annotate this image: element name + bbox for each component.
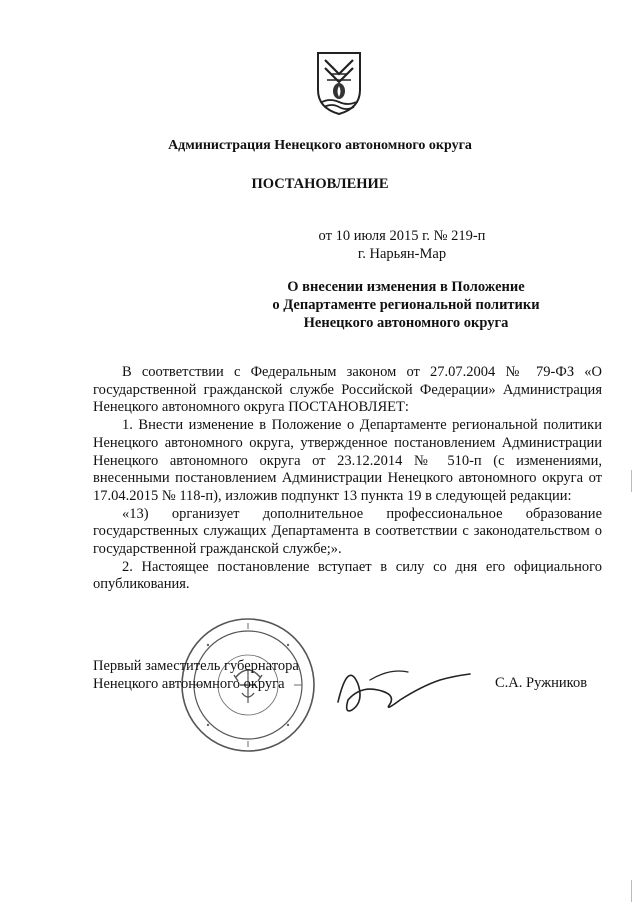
- body-paragraph: 2. Настоящее постановление вступает в силу со дня его официального опубликования.: [93, 558, 602, 593]
- subject-line-2: о Департаменте региональной политики: [272, 297, 540, 313]
- body-paragraph: В соответствии с Федеральным законом от 27.07.2004 № 79-ФЗ «О государственной гражданской службе Российской Федерации» Администрация Ненецкого автономного округа ПОСТАНОВЛЯЕТ:: [93, 364, 602, 416]
- subject-line-1: О внесении изменения в Положение: [287, 279, 525, 295]
- coat-of-arms-icon: [314, 50, 364, 116]
- signatory-name: С.А. Ружников: [495, 675, 588, 691]
- body-paragraph: 1. Внести изменение в Положение о Департаменте региональной политики Ненецкого автономного округа, утвержденное постановлением Администрации Ненецкого автономного округа от 23.12.2014 № 510-п (с изменениями, внесенными постановлением Администрации Ненецкого автономного округа от 17.04.2015 № 118-п), изложив подпункт 13 пункта 19 в следующей редакции:: [93, 417, 602, 504]
- signatory-title-line-2: Ненецкого автономного округа: [93, 676, 285, 692]
- body-paragraph: «13) организует дополнительное профессиональное образование государственных служащих Департамента в соответствии с законодательством о государственной гражданской службе;».: [93, 505, 602, 558]
- handwritten-signature-icon: [330, 650, 480, 720]
- document-body: [93, 364, 602, 594]
- document-type: ПОСТАНОВЛЕНИЕ: [251, 176, 389, 192]
- document-date-number: от 10 июля 2015 г. № 219-п: [318, 228, 486, 244]
- signatory-title-line-1: Первый заместитель губернатора: [93, 658, 299, 674]
- scan-edge-mark: [631, 470, 632, 492]
- scan-edge-mark: [631, 880, 632, 902]
- subject-line-3: Ненецкого автономного округа: [303, 315, 509, 331]
- signatory-title: [93, 657, 299, 693]
- document-city: г. Нарьян-Мар: [357, 246, 447, 262]
- organization-title: Администрация Ненецкого автономного округа: [168, 138, 472, 153]
